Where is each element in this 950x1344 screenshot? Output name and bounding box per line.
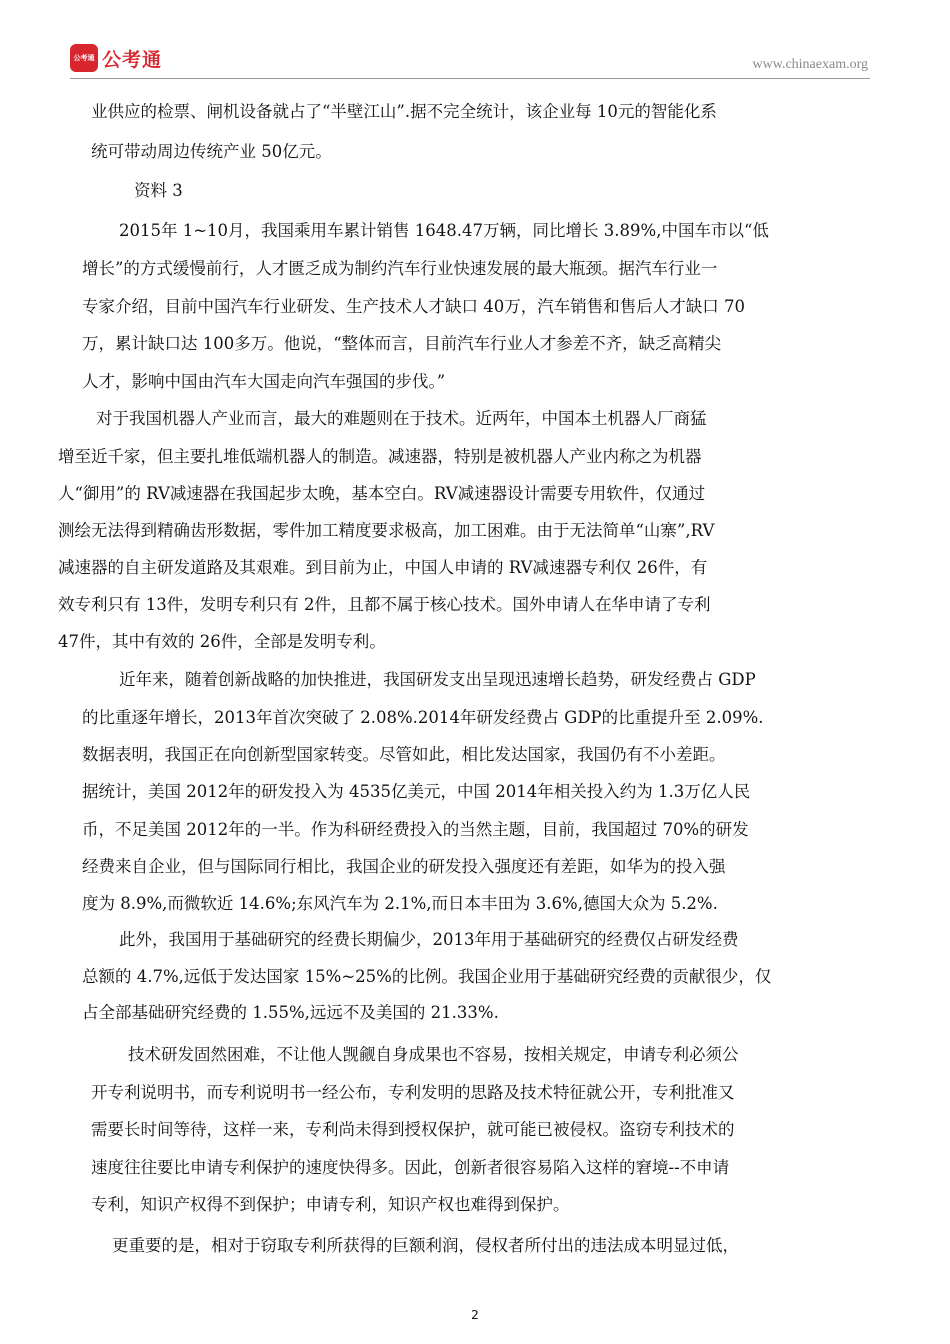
text-line: 人“御用”的 RV减速器在我国起步太晚，基本空白。RV减速器设计需要专用软件，仅通过 (58, 484, 706, 503)
logo-badge-icon: 公考通 (70, 44, 98, 72)
text-line: 速度往往要比申请专利保护的速度快得多。因此，创新者很容易陷入这样的窘境--不申请 (91, 1158, 730, 1177)
text-line: 专利，知识产权得不到保护；申请专利，知识产权也难得到保护。 (91, 1195, 570, 1214)
text-line: 增长”的方式缓慢前行，人才匮乏成为制约汽车行业快速发展的最大瓶颈。据汽车行业一 (82, 259, 718, 278)
page-number: 2 (471, 1308, 479, 1322)
site-url[interactable]: www.chinaexam.org (752, 57, 868, 72)
text-line: 数据表明，我国正在向创新型国家转变。尽管如此，相比发达国家，我国仍有不小差距。 (82, 745, 726, 764)
text-line: 47件，其中有效的 26件，全部是发明专利。 (58, 632, 386, 651)
text-line: 万，累计缺口达 100多万。他说，“整体而言，目前汽车行业人才参差不齐，缺乏高精尖 (82, 334, 722, 353)
text-line: 占全部基础研究经费的 1.55%,远远不及美国的 21.33%. (82, 1003, 499, 1022)
text-line: 需要长时间等待，这样一来，专利尚未得到授权保护，就可能已被侵权。盗窃专利技术的 (91, 1120, 735, 1139)
text-line: 的比重逐年增长，2013年首次突破了 2.08%.2014年研发经费占 GDP的比重提升至 2.09%. (82, 708, 764, 727)
text-line: 总额的 4.7%,远低于发达国家 15%~25%的比例。我国企业用于基础研究经费的贡献很少，仅 (82, 967, 772, 986)
text-line: 减速器的自主研发道路及其艰难。到目前为止，中国人申请的 RV减速器专利仅 26件，有 (58, 558, 708, 577)
text-line: 更重要的是，相对于窃取专利所获得的巨额利润，侵权者所付出的违法成本明显过低， (112, 1236, 739, 1255)
text-line: 专家介绍，目前中国汽车行业研发、生产技术人才缺口 40万，汽车销售和售后人才缺口 70 (82, 297, 745, 316)
text-line: 技术研发固然困难，不让他人觊觎自身成果也不容易，按相关规定，申请专利必须公 (128, 1045, 739, 1064)
section-heading: 资料 3 (134, 181, 183, 200)
logo-text: 公考通 (102, 48, 163, 71)
text-line: 近年来，随着创新战略的加快推进，我国研发支出呈现迅速增长趋势，研发经费占 GDP (119, 670, 756, 689)
text-line: 此外，我国用于基础研究的经费长期偏少，2013年用于基础研究的经费仅占研发经费 (119, 930, 739, 949)
text-line: 测绘无法得到精确齿形数据，零件加工精度要求极高，加工困难。由于无法简单“山寨”,RV (58, 521, 715, 540)
text-line: 效专利只有 13件，发明专利只有 2件，且都不属于核心技术。国外申请人在华申请了专利 (58, 595, 711, 614)
text-line: 人才，影响中国由汽车大国走向汽车强国的步伐。” (82, 372, 446, 391)
text-line: 据统计，美国 2012年的研发投入为 4535亿美元，中国 2014年相关投入约为 1.3万亿人民 (82, 782, 751, 801)
page-header (0, 0, 950, 80)
text-line: 经费来自企业，但与国际同行相比，我国企业的研发投入强度还有差距，如华为的投入强 (82, 857, 726, 876)
text-line: 币，不足美国 2012年的一半。作为科研经费投入的当然主题，目前，我国超过 70%的研发 (82, 820, 749, 839)
text-line: 对于我国机器人产业而言，最大的难题则在于技术。近两年，中国本土机器人厂商猛 (96, 409, 707, 428)
text-line: 业供应的检票、闸机设备就占了“半壁江山”.据不完全统计，该企业每 10元的智能化系 (91, 102, 717, 121)
text-line: 增至近千家，但主要扎堆低端机器人的制造。减速器，特别是被机器人产业内称之为机器 (58, 447, 702, 466)
brand-logo[interactable] (70, 44, 162, 72)
text-line: 2015年 1~10月，我国乘用车累计销售 1648.47万辆，同比增长 3.89%,中国车市以“低 (119, 221, 769, 240)
text-line: 统可带动周边传统产业 50亿元。 (91, 142, 332, 161)
text-line: 度为 8.9%,而微软近 14.6%;东风汽车为 2.1%,而日本丰田为 3.6%,德国大众为 5.2%. (82, 894, 718, 913)
header-divider (70, 78, 870, 79)
text-line: 开专利说明书，而专利说明书一经公布，专利发明的思路及技术特征就公开，专利批准又 (91, 1083, 735, 1102)
